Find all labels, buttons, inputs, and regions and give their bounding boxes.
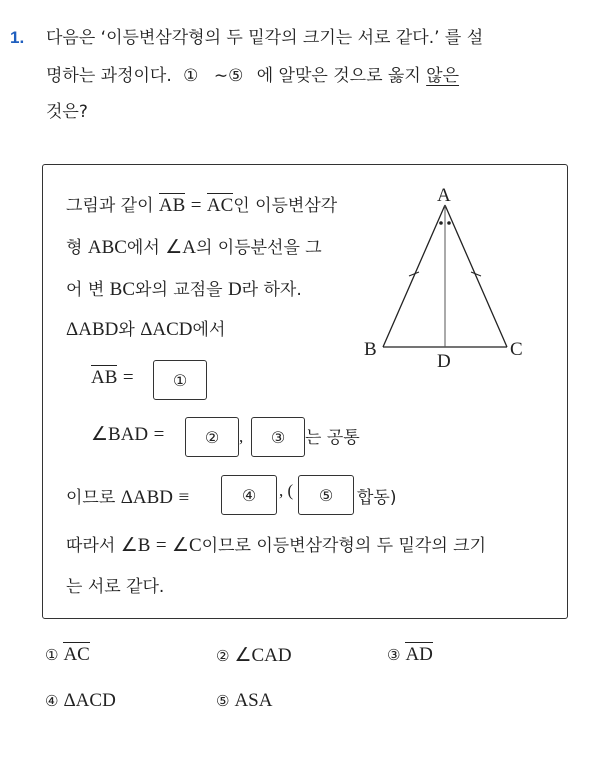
proof-line-8: 따라서 ∠B = ∠C이므로 이등변삼각형의 두 밑각의 크기 — [66, 535, 487, 556]
comma: , — [239, 427, 244, 446]
option-4[interactable] — [45, 690, 116, 712]
paren-open: , ( — [279, 481, 294, 500]
proof-line-9: 는 서로 같다. — [66, 577, 165, 597]
question-line-3: 것은? — [46, 102, 88, 122]
emphasis-not: 않은 — [426, 66, 460, 86]
option-text: ∠CAD — [234, 645, 292, 666]
blank-1: ① — [153, 360, 207, 400]
proof-line-1: 그림과 같이 AB = AC인 이등변삼각 — [66, 195, 338, 216]
option-number: ③ — [387, 646, 401, 664]
question-text: 명하는 과정이다. — [46, 66, 172, 86]
side-ac — [445, 205, 507, 347]
option-1[interactable] — [45, 644, 90, 666]
option-text: ΔACD — [63, 690, 116, 711]
question-number: 1. — [10, 28, 25, 47]
proof-line-6: ∠BAD = — [91, 424, 165, 445]
label-d: D — [437, 351, 451, 372]
circle-1-ref: ① — [183, 66, 199, 86]
option-2[interactable] — [216, 644, 292, 667]
blank-4: ④ — [221, 475, 277, 515]
label-c: C — [510, 339, 523, 360]
proof-line-6-tail: 는 공통 — [305, 428, 360, 448]
proof-line-5: AB = — [91, 367, 134, 388]
proof-line-2: 형 ABC에서 ∠A의 이등분선을 그 — [66, 237, 322, 258]
tilde: ∼ — [213, 66, 229, 86]
circle-5-ref: ⑤ — [228, 66, 244, 86]
option-3[interactable] — [387, 644, 433, 666]
side-ab — [383, 205, 445, 347]
option-number: ② — [216, 647, 230, 665]
option-text: AC — [63, 644, 90, 665]
proof-line-7-tail: 합동) — [357, 488, 397, 508]
question-line-1: 다음은 ‘이등변삼각형의 두 밑각의 크기는 서로 같다.’ 를 설 — [46, 28, 484, 48]
option-text: ASA — [234, 690, 273, 711]
question-line-2 — [46, 66, 459, 86]
label-b: B — [364, 339, 377, 360]
proof-line-7: 이므로 ΔABD ≡ — [66, 487, 190, 508]
blank-3: ③ — [251, 417, 305, 457]
proof-line-4: ΔABD와 ΔACD에서 — [66, 319, 226, 340]
option-number: ④ — [45, 692, 59, 710]
option-number: ① — [45, 646, 59, 664]
option-5[interactable] — [216, 690, 272, 712]
blank-2: ② — [185, 417, 239, 457]
blank-5: ⑤ — [298, 475, 354, 515]
triangle-figure — [361, 181, 533, 377]
proof-box — [42, 164, 568, 619]
option-number: ⑤ — [216, 692, 230, 710]
proof-line-3: 어 변 BC와의 교점을 D라 하자. — [66, 279, 302, 300]
angle-mark-left — [439, 221, 443, 225]
label-a: A — [437, 185, 451, 206]
option-text: AD — [405, 644, 433, 665]
angle-mark-right — [447, 221, 451, 225]
question-text: 에 알맞은 것으로 옳지 — [256, 66, 421, 86]
